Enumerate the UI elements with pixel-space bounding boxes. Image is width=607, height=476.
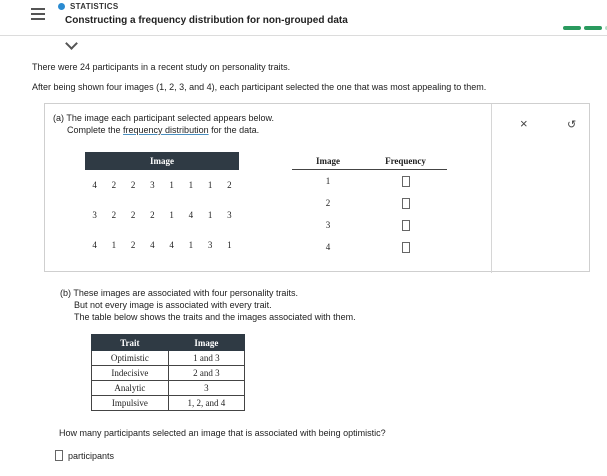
- image-table-cell: 1: [169, 210, 174, 220]
- image-table-cell: 2: [130, 180, 136, 190]
- frequency-row-image: 4: [325, 242, 331, 252]
- frequency-table: [292, 156, 447, 258]
- frequency-input[interactable]: [402, 242, 410, 253]
- image-table-cell: 3: [150, 180, 155, 190]
- frequency-row: [292, 192, 447, 214]
- trait-row: [92, 381, 245, 396]
- image-table-cell: 1: [169, 180, 174, 190]
- image-table-cell: 1: [207, 210, 213, 220]
- frequency-row-image: 1: [325, 176, 331, 186]
- image-table-header: Image: [85, 152, 239, 170]
- topic-dot-icon: [58, 3, 65, 10]
- image-table-cell: 4: [150, 240, 155, 250]
- col-frequency-header: Frequency: [385, 156, 426, 166]
- image-table-cell: 2: [150, 210, 155, 220]
- image-table-cell: 4: [188, 210, 194, 220]
- question-text: How many participants selected an image that is associated with being optimistic?: [59, 428, 386, 438]
- trait-row: [92, 396, 245, 411]
- image-table-row: [85, 170, 239, 200]
- intro-line-2: After being shown four images (1, 2, 3, and 4), each participant selected the one that was most appealing to them.: [32, 82, 487, 92]
- image-table-cell: 2: [227, 180, 232, 190]
- frequency-row: [292, 170, 447, 192]
- answer-unit: participants: [68, 450, 115, 461]
- image-table-cell: 2: [111, 180, 117, 190]
- frequency-row: [292, 214, 447, 236]
- trait-row: [92, 351, 245, 366]
- frequency-row: [292, 236, 447, 258]
- image-table-cell: 3: [92, 210, 97, 220]
- answer-row: [55, 450, 114, 461]
- frequency-row-image: 2: [325, 198, 331, 208]
- frequency-row-image: 3: [325, 220, 331, 230]
- frequency-input[interactable]: [402, 198, 410, 209]
- trait-cell-trait: Optimistic: [92, 351, 169, 366]
- image-table-cell: 4: [92, 240, 97, 250]
- frequency-table-header: [292, 156, 447, 170]
- part-a-instructions: [53, 112, 274, 136]
- image-table-cell: 3: [207, 240, 213, 250]
- part-b-line-3: The table below shows the traits and the images associated with them.: [74, 312, 356, 322]
- clear-icon[interactable]: ×: [520, 116, 528, 131]
- image-table-cell: 4: [92, 180, 97, 190]
- trait-cell-image: 1, 2, and 4: [168, 396, 244, 411]
- frequency-input[interactable]: [402, 176, 410, 187]
- image-table-row: [85, 230, 239, 260]
- image-table-cell: 3: [227, 210, 232, 220]
- image-table-cell: 2: [130, 210, 136, 220]
- image-table-cell: 1: [227, 240, 232, 250]
- tools-divider: [491, 104, 492, 273]
- col-trait-header: Trait: [92, 335, 169, 351]
- image-table-cell: 1: [188, 180, 194, 190]
- participants-answer-input[interactable]: [55, 450, 63, 461]
- frequency-distribution-link[interactable]: frequency distribution: [123, 125, 209, 135]
- part-b-line-1: (b) These images are associated with four personality traits.: [60, 288, 298, 298]
- part-b-line-2: But not every image is associated with every trait.: [74, 300, 272, 310]
- image-table-cell: 1: [207, 180, 213, 190]
- trait-cell-trait: Impulsive: [92, 396, 169, 411]
- image-table-cell: 1: [188, 240, 194, 250]
- trait-cell-image: 2 and 3: [168, 366, 244, 381]
- frequency-input[interactable]: [402, 220, 410, 231]
- progress-bar: [563, 26, 607, 30]
- part-b-instructions: [60, 287, 356, 323]
- lesson-title: Constructing a frequency distribution for non-grouped data: [65, 15, 348, 26]
- col-image-header: Image: [168, 335, 244, 351]
- trait-cell-image: 1 and 3: [168, 351, 244, 366]
- problem-intro: [32, 60, 486, 100]
- image-table-row: [85, 200, 239, 230]
- image-data-table: [85, 152, 239, 260]
- topic-row: [58, 2, 118, 11]
- top-bar: [0, 0, 607, 36]
- col-image-header: Image: [316, 156, 340, 166]
- part-a-line-2: Complete the frequency distribution for the data.: [67, 125, 260, 135]
- image-table-cell: 2: [130, 240, 136, 250]
- part-a-line-1: (a) The image each participant selected appears below.: [53, 113, 274, 123]
- trait-table: [91, 334, 245, 411]
- trait-cell-trait: Analytic: [92, 381, 169, 396]
- intro-line-1: There were 24 participants in a recent study on personality traits.: [32, 62, 291, 72]
- trait-cell-trait: Indecisive: [92, 366, 169, 381]
- trait-cell-image: 3: [168, 381, 244, 396]
- part-a-panel: [44, 103, 590, 272]
- trait-row: [92, 366, 245, 381]
- image-table-cell: 1: [111, 240, 117, 250]
- topic-label: STATISTICS: [70, 2, 119, 11]
- chevron-down-icon[interactable]: [65, 37, 78, 50]
- image-table-cell: 2: [111, 210, 117, 220]
- image-table-cell: 4: [169, 240, 174, 250]
- undo-icon[interactable]: ↺: [567, 119, 577, 131]
- menu-icon[interactable]: [31, 8, 45, 20]
